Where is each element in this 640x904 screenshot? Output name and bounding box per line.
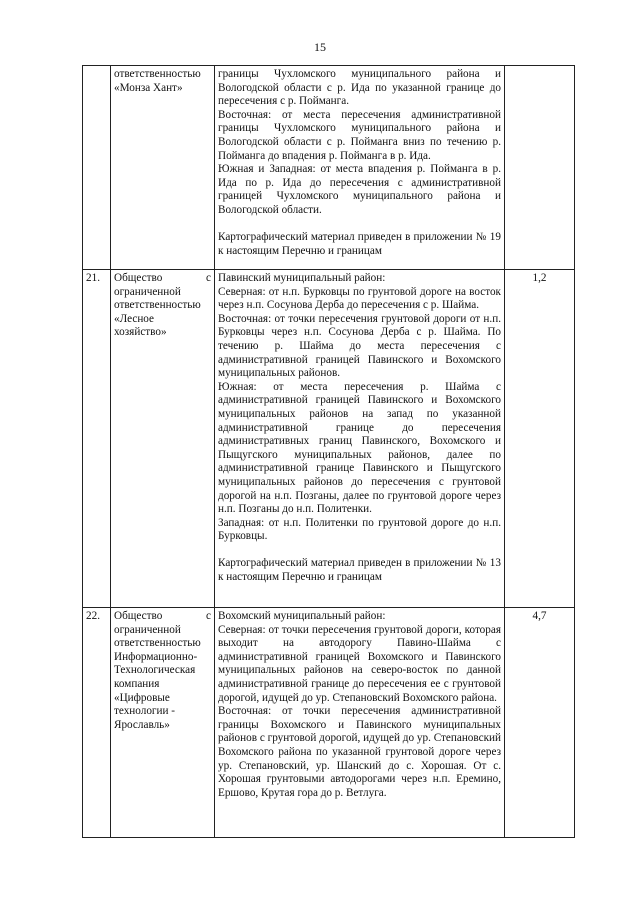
organization-line: технологии - [114, 705, 175, 718]
cartographic-note: Картографический материал приведен в приложении № 19 к настоящим Перечню и границам [218, 231, 501, 257]
row-number: 21. [83, 270, 111, 608]
boundary-description-cell [215, 270, 505, 608]
cartographic-note: Картографический материал приведен в приложении № 13 к настоящим Перечню и границам [218, 557, 501, 584]
organization-line: компания [114, 677, 160, 690]
organization-word: с [206, 272, 211, 284]
organization-line: «Монза Хант» [114, 81, 183, 94]
organization-word: Общество [114, 272, 163, 284]
paragraph-gap [218, 218, 501, 232]
organization-line: ответственностью [114, 68, 201, 80]
organization-line: «Цифровые [114, 691, 170, 704]
district-name: Павинский муниципальный район: [218, 272, 386, 284]
organization-line: ограниченной [114, 285, 181, 298]
lots-cell: 1,2 [505, 270, 575, 608]
organization-first-line [114, 610, 211, 624]
organization-line: хозяйство» [114, 326, 167, 339]
boundary-north: Северная: от точки пересечения грунтовой дороги, которая выходит на автодорогу Павино-Шайма с административной границей Вохомского и Павинского муниципальных районов на северо-восток по данной административной границе до пересечения ее с грунтовой дорогой, идущей до ур. Степановский Вохомского района. [218, 623, 501, 704]
organization-word: Общество [114, 610, 163, 622]
boundary-description-cell [215, 608, 505, 838]
organization-line: Технологическая [114, 664, 196, 677]
organization-line: ответственностью [114, 637, 201, 650]
boundary-west: Западная: от н.п. Политенки по грунтовой дороге до н.п. Бурковцы. [218, 516, 501, 543]
table-row-21 [83, 270, 575, 608]
organization-line: Информационно- [114, 650, 198, 663]
boundary-east: Восточная: от точки пересечения административной границы Вохомского и Павинского муниципальных районов с грунтовой дорогой, идущей до ур. Степановский Вохомского района по указанной грунтовой дороге через ур. Степановский, ур. Шанский до с. Хорошая. От с. Хорошая грунтовыми автодорогами через н.п. Еремино, Ершово, Крутая гора до р. Ветлуга. [218, 705, 501, 799]
row-number [83, 66, 111, 270]
paragraph-gap [218, 544, 501, 558]
boundary-north: Северная: от н.п. Бурковцы по грунтовой дороге на восток через н.п. Сосунова Дерба до пересечения с р. Шайма. [218, 285, 501, 312]
organization-line: ограниченной [114, 623, 181, 636]
table-row-22 [83, 608, 575, 838]
boundary-south-west: Южная и Западная: от места впадения р. Пойманга в р. Ида по р. Ида до пересечения с административной границей Чухломского муниципального района и Вологодской области. [218, 163, 501, 216]
organization-line: ответственностью [114, 299, 201, 312]
organization-line: Ярославль» [114, 718, 170, 731]
district-name: Вохомский муниципальный район: [218, 610, 386, 622]
organization-cell [111, 608, 215, 838]
page-number: 15 [314, 40, 326, 54]
boundary-description-cell [215, 66, 505, 270]
boundary-paragraph: границы Чухломского муниципального района и Вологодской области с р. Ида по указанной границе до пересечения с р. Пойманга. [218, 68, 501, 108]
organization-cell [111, 66, 215, 270]
boundary-east: Восточная: от точки пересечения грунтовой дороги от н.п. Бурковцы через н.п. Сосунова Дерба с р. Шайма. По течению р. Шайма до места пересечения с административной границей Павинского и Вохомского муниципальных районов. [218, 312, 501, 380]
organization-word: с [206, 610, 211, 622]
row-number: 22. [83, 608, 111, 838]
organization-first-line [114, 272, 211, 286]
boundary-east: Восточная: от места пересечения административной границы Чухломского муниципального района и Вологодской области с р. Пойманга вниз по течению р. Пойманга до впадения р. Пойманга в р. Ида. [218, 108, 501, 162]
hunting-grounds-table [82, 65, 575, 838]
lots-cell [505, 66, 575, 270]
organization-cell [111, 270, 215, 608]
boundary-south: Южная: от места пересечения р. Шайма с административной границей Павинского и Вохомского муниципальных районов на запад по указанной административной границе до пересечения административных границ Павинского, Вохомского и Пыщугского муниципальных районов, далее по административной границе Павинского и Пыщугского муниципальных районов до пересечения с грунтовой дорогой на н.п. Позганы, далее по грунтовой дороге через н.п. Позганы до н.п. Политенки. [218, 380, 501, 516]
table-row-continuation [83, 66, 575, 270]
organization-line: «Лесное [114, 312, 154, 325]
lots-cell: 4,7 [505, 608, 575, 838]
